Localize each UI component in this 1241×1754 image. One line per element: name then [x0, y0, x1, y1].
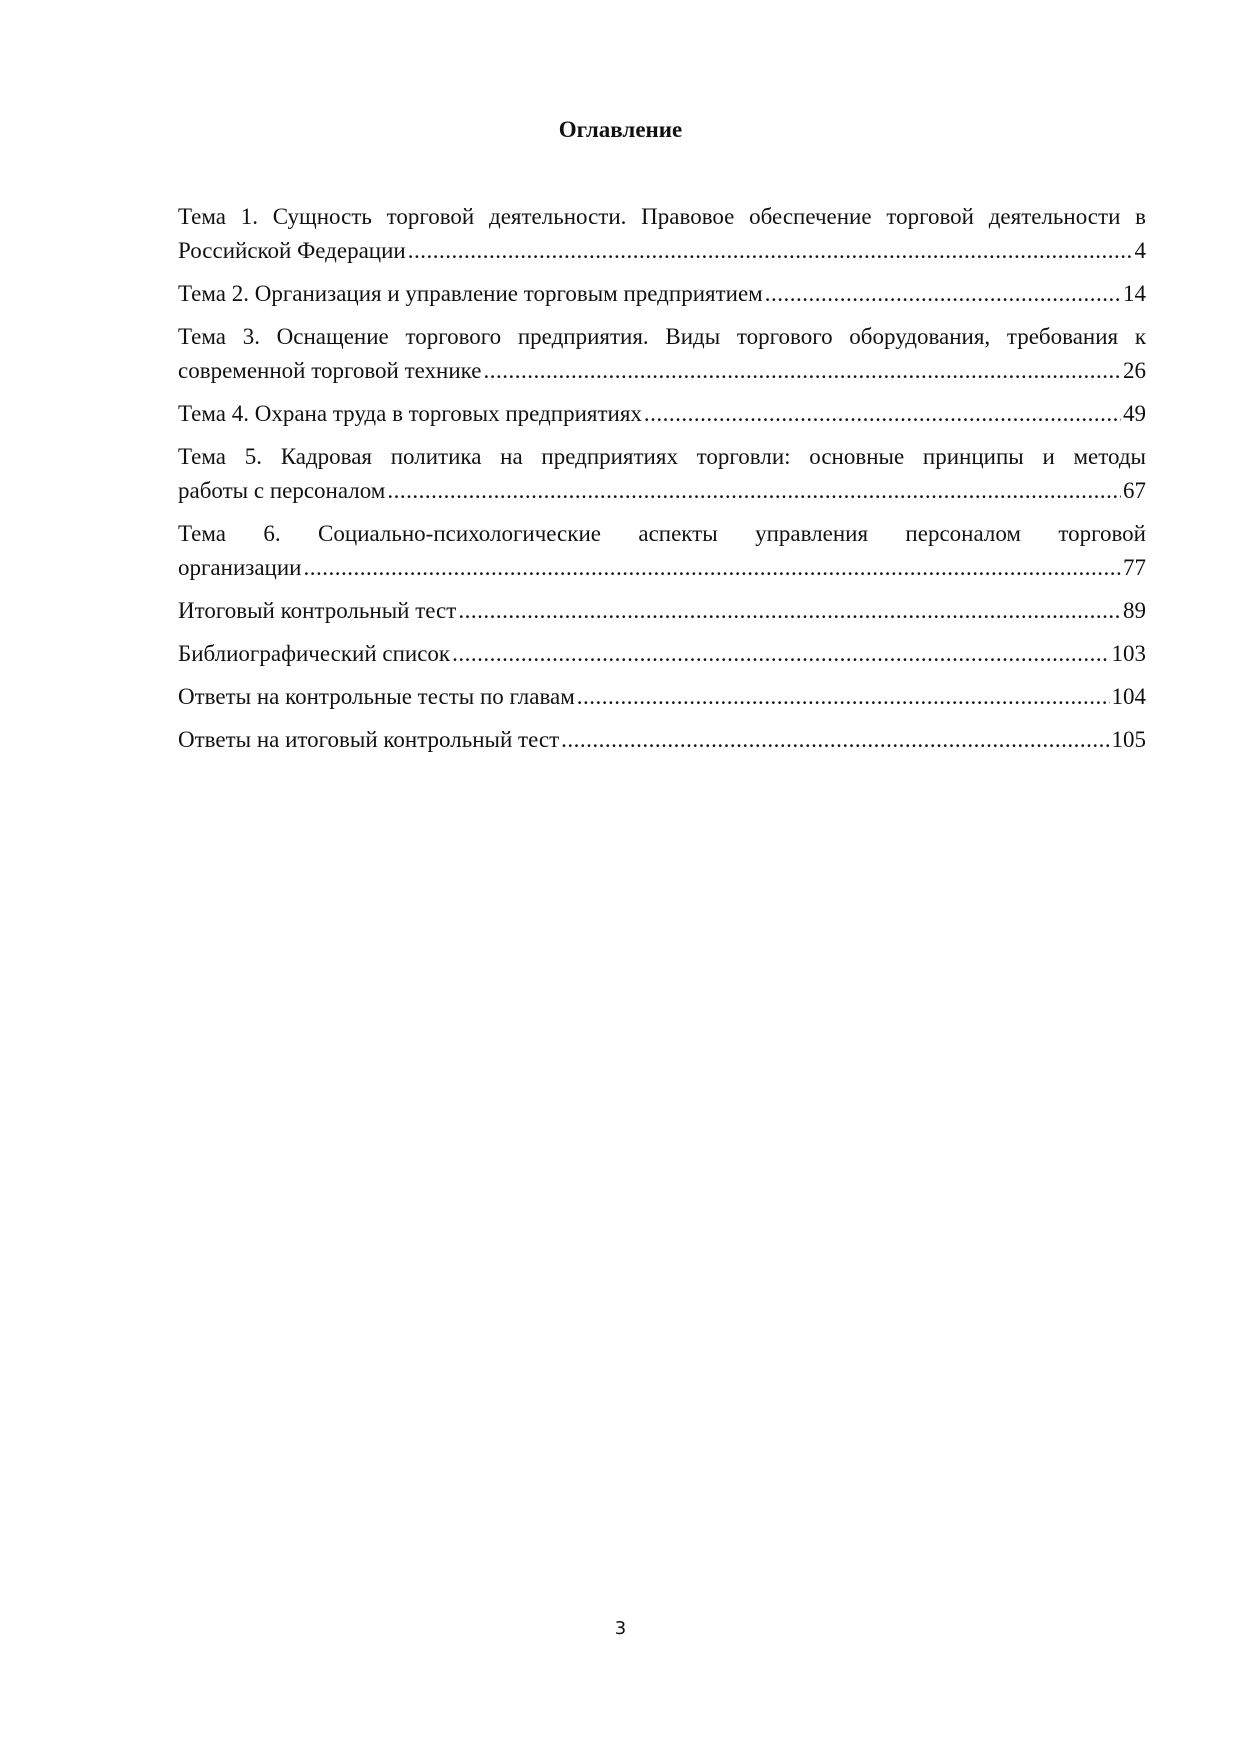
- toc-entry-first-line: Тема 5. Кадровая политика на предприятиях торговли: основные принципы и методы: [178, 444, 1146, 469]
- page-number: 3: [614, 1618, 627, 1639]
- toc-entry-page: 67: [1123, 478, 1146, 503]
- dot-leader: [408, 234, 1133, 268]
- toc-entry-text: Ответы на контрольные тесты по главам: [178, 684, 575, 709]
- toc-entry-text: Итоговый контрольный тест: [178, 598, 457, 623]
- toc-entry-page: 14: [1123, 281, 1146, 306]
- toc-entry-page: 49: [1123, 401, 1146, 426]
- toc-entry-page: 77: [1123, 555, 1146, 580]
- toc-entry-text: Тема 4. Охрана труда в торговых предприятиях: [178, 401, 642, 426]
- toc-entry-topic-6[interactable]: [178, 517, 1146, 585]
- toc-entry-topic-4[interactable]: [178, 397, 1146, 431]
- dot-leader: [458, 594, 1121, 628]
- toc-entry-final-test-answers[interactable]: [178, 723, 1146, 757]
- toc-entry-topic-3[interactable]: [178, 320, 1146, 388]
- dot-leader: [303, 551, 1121, 585]
- dot-leader: [387, 474, 1121, 508]
- dot-leader: [483, 354, 1121, 388]
- toc-entry-page: 26: [1123, 358, 1146, 383]
- toc-entry-page: 104: [1111, 684, 1146, 709]
- toc-entry-final-test[interactable]: [178, 594, 1146, 628]
- toc-entry-text: организации: [178, 555, 302, 580]
- dot-leader: [577, 680, 1110, 714]
- toc-entry-topic-1[interactable]: [178, 200, 1146, 268]
- toc-entry-topic-5[interactable]: [178, 440, 1146, 508]
- dot-leader: [561, 723, 1109, 757]
- toc-entry-first-line: Тема 6. Социально-психологические аспекты управления персоналом торговой: [178, 521, 1146, 546]
- toc-entry-page: 4: [1134, 238, 1146, 263]
- toc-entry-text: Ответы на итоговый контрольный тест: [178, 727, 560, 752]
- page-title: Оглавление: [558, 117, 683, 142]
- toc-entry-topic-2[interactable]: [178, 277, 1146, 311]
- toc-entry-page: 89: [1123, 598, 1146, 623]
- toc-entry-page: 103: [1111, 641, 1146, 666]
- dot-leader: [644, 397, 1121, 431]
- toc-entry-first-line: Тема 3. Оснащение торгового предприятия. Виды торгового оборудования, требования к: [178, 324, 1146, 349]
- toc-entry-bibliography[interactable]: [178, 637, 1146, 671]
- toc-entry-page: 105: [1111, 727, 1146, 752]
- toc-entry-text: Российской Федерации: [178, 238, 406, 263]
- dot-leader: [765, 277, 1121, 311]
- toc-entry-first-line: Тема 1. Сущность торговой деятельности. Правовое обеспечение торговой деятельности в: [178, 204, 1146, 229]
- table-of-contents: [178, 200, 1146, 766]
- toc-entry-text: работы с персоналом: [178, 478, 386, 503]
- dot-leader: [452, 637, 1109, 671]
- toc-entry-chapter-test-answers[interactable]: [178, 680, 1146, 714]
- toc-entry-text: современной торговой технике: [178, 358, 482, 383]
- toc-entry-text: Тема 2. Организация и управление торговым предприятием: [178, 281, 763, 306]
- toc-entry-text: Библиографический список: [178, 641, 451, 666]
